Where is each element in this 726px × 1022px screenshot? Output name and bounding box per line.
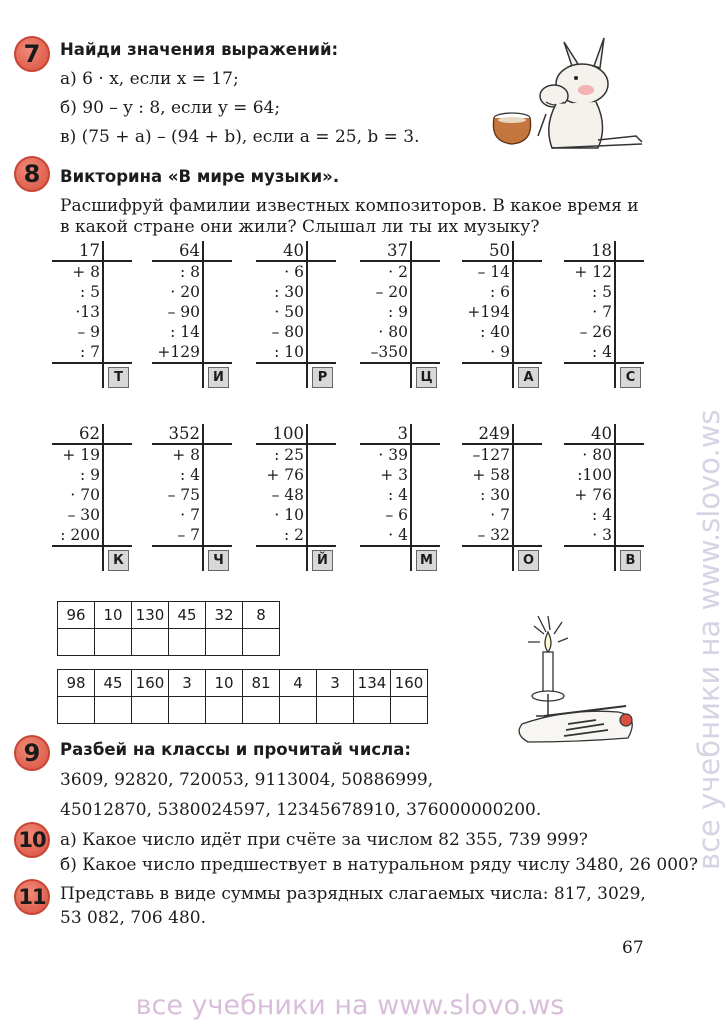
answer-letter-cell[interactable] [132, 697, 169, 724]
chain-step: · 9 [490, 343, 510, 361]
chain-step: : 9 [387, 303, 408, 321]
chain-letter: Р [312, 367, 333, 388]
chain-step: – 90 [167, 303, 200, 321]
task-number-badge: 8 [14, 156, 50, 192]
task-line: Представь в виде суммы разрядных слагаемых числа: 817, 3029, [60, 884, 646, 904]
answer-letter-cell[interactable] [95, 629, 132, 656]
chain-step: · 3 [592, 526, 612, 544]
chain-step: · 50 [274, 303, 304, 321]
answer-letter-cell[interactable] [169, 697, 206, 724]
chain-step: – 30 [67, 506, 100, 524]
chain-step: · 80 [378, 323, 408, 341]
chain-step: + 76 [574, 486, 612, 504]
answer-key-cell: 3 [317, 670, 354, 697]
answer-key-cell: 32 [206, 602, 243, 629]
chain-step: : 4 [179, 466, 200, 484]
chain-step: ·13 [75, 303, 100, 321]
task-line: Расшифруй фамилии известных композиторов. В какое время и [60, 196, 639, 216]
chain-step: : 4 [591, 343, 612, 361]
answer-table [57, 669, 428, 724]
chain-step: : 9 [79, 466, 100, 484]
chain-letter: Й [312, 550, 333, 571]
chain-step: +129 [157, 343, 200, 361]
chain-step: –127 [472, 446, 510, 464]
chain-step: · 7 [592, 303, 612, 321]
answer-table [57, 601, 280, 656]
task-line: 53 082, 706 480. [60, 908, 206, 928]
chain-step: + 76 [266, 466, 304, 484]
chain-letter: Ч [208, 550, 229, 571]
answer-letter-cell[interactable] [169, 629, 206, 656]
answer-letter-cell[interactable] [354, 697, 391, 724]
task-line: а) 6 · x, если x = 17; [60, 69, 239, 89]
chain-letter: К [108, 550, 129, 571]
answer-key-cell: 10 [206, 670, 243, 697]
chain-letter: А [518, 367, 539, 388]
page-number: 67 [622, 938, 644, 958]
task-line: а) Какое число идёт при счёте за числом 82 355, 739 999? [60, 830, 588, 850]
chain-step: : 40 [480, 323, 510, 341]
answer-letter-cell[interactable] [132, 629, 169, 656]
chain-start: 50 [489, 241, 510, 260]
chain-step: · 2 [388, 263, 408, 281]
task-number-badge: 11 [14, 879, 50, 915]
answer-key-cell: 98 [58, 670, 95, 697]
chain-letter: М [416, 550, 437, 571]
chain-step: : 200 [60, 526, 100, 544]
chain-step: · 6 [284, 263, 304, 281]
task-line: б) Какое число предшествует в натуральном ряду числу 3480, 26 000? [60, 855, 698, 875]
task-number-badge: 7 [14, 36, 50, 72]
task-line: в какой стране они жили? Слышал ли ты их музыку? [60, 217, 540, 237]
answer-letter-cell[interactable] [391, 697, 428, 724]
task-line: б) 90 – y : 8, если y = 64; [60, 98, 281, 118]
chain-step: : 10 [274, 343, 304, 361]
task-line: 3609, 92820, 720053, 9113004, 50886999, [60, 770, 434, 790]
chain-start: 37 [387, 241, 408, 260]
chain-step: :100 [577, 466, 612, 484]
chain-step: : 6 [489, 283, 510, 301]
chain-step: · 7 [490, 506, 510, 524]
task-number-badge: 10 [14, 822, 50, 858]
chain-step: : 30 [274, 283, 304, 301]
task-line: в) (75 + a) – (94 + b), если a = 25, b = 3. [60, 127, 420, 147]
chain-start: 249 [478, 424, 510, 443]
chain-step: – 14 [477, 263, 510, 281]
chain-step: + 58 [472, 466, 510, 484]
donkey-illustration [486, 36, 646, 158]
chain-step: + 12 [574, 263, 612, 281]
answer-key-cell: 45 [95, 670, 132, 697]
chain-step: : 7 [79, 343, 100, 361]
task-title: Разбей на классы и прочитай числа: [60, 740, 411, 759]
chain-step: : 14 [170, 323, 200, 341]
chain-step: · 7 [180, 506, 200, 524]
chain-step: · 20 [170, 283, 200, 301]
chain-step: · 10 [274, 506, 304, 524]
answer-key-cell: 3 [169, 670, 206, 697]
answer-key-cell: 96 [58, 602, 95, 629]
answer-key-cell: 81 [243, 670, 280, 697]
answer-letter-cell[interactable] [280, 697, 317, 724]
chain-step: – 75 [167, 486, 200, 504]
task-title: Викторина «В мире музыки». [60, 167, 340, 186]
chain-step: – 20 [375, 283, 408, 301]
chain-step: +194 [467, 303, 510, 321]
answer-key-cell: 134 [354, 670, 391, 697]
answer-key-cell: 45 [169, 602, 206, 629]
chain-step: · 80 [582, 446, 612, 464]
chain-start: 352 [168, 424, 200, 443]
answer-letter-cell[interactable] [95, 697, 132, 724]
chain-start: 100 [272, 424, 304, 443]
watermark: все учебники на www.slovo.ws [692, 409, 726, 870]
chain-step: –350 [370, 343, 408, 361]
task-line: 45012870, 5380024597, 12345678910, 376000000200. [60, 800, 542, 820]
chain-start: 40 [283, 241, 304, 260]
chain-start: 17 [79, 241, 100, 260]
chain-start: 64 [179, 241, 200, 260]
answer-key-cell: 160 [391, 670, 428, 697]
chain-step: – 7 [177, 526, 200, 544]
chain-step: : 25 [274, 446, 304, 464]
answer-key-cell: 4 [280, 670, 317, 697]
chain-step: – 80 [271, 323, 304, 341]
answer-key-cell: 130 [132, 602, 169, 629]
answer-key-cell: 8 [243, 602, 280, 629]
task-title: Найди значения выражений: [60, 40, 339, 59]
chain-letter: С [620, 367, 641, 388]
answer-letter-cell[interactable] [243, 629, 280, 656]
answer-letter-cell[interactable] [206, 697, 243, 724]
chain-start: 62 [79, 424, 100, 443]
chain-step: : 5 [79, 283, 100, 301]
chain-step: : 4 [591, 506, 612, 524]
chain-step: – 9 [77, 323, 100, 341]
chain-letter: Т [108, 367, 129, 388]
answer-letter-cell[interactable] [58, 697, 95, 724]
chain-step: + 8 [72, 263, 100, 281]
chain-step: – 48 [271, 486, 304, 504]
chain-step: · 70 [70, 486, 100, 504]
chain-step: + 8 [172, 446, 200, 464]
chain-step: : 8 [179, 263, 200, 281]
chain-step: : 5 [591, 283, 612, 301]
chain-start: 40 [591, 424, 612, 443]
chain-step: + 3 [380, 466, 408, 484]
answer-letter-cell[interactable] [243, 697, 280, 724]
task-number-badge: 9 [14, 735, 50, 771]
chain-step: + 19 [62, 446, 100, 464]
chain-letter: В [620, 550, 641, 571]
chain-step: · 39 [378, 446, 408, 464]
chain-step: – 26 [579, 323, 612, 341]
chain-letter: Ц [416, 367, 437, 388]
chain-start: 3 [397, 424, 408, 443]
candle-illustration [508, 612, 648, 752]
chain-step: – 32 [477, 526, 510, 544]
chain-step: · 4 [388, 526, 408, 544]
answer-key-cell: 160 [132, 670, 169, 697]
answer-letter-cell[interactable] [58, 629, 95, 656]
watermark: все учебники на www.slovo.ws [135, 990, 565, 1021]
answer-key-cell: 10 [95, 602, 132, 629]
chain-step: : 4 [387, 486, 408, 504]
chain-step: : 30 [480, 486, 510, 504]
chain-step: : 2 [283, 526, 304, 544]
chain-letter: И [208, 367, 229, 388]
chain-letter: О [518, 550, 539, 571]
chain-start: 18 [591, 241, 612, 260]
chain-step: – 6 [385, 506, 408, 524]
answer-letter-cell[interactable] [206, 629, 243, 656]
answer-letter-cell[interactable] [317, 697, 354, 724]
